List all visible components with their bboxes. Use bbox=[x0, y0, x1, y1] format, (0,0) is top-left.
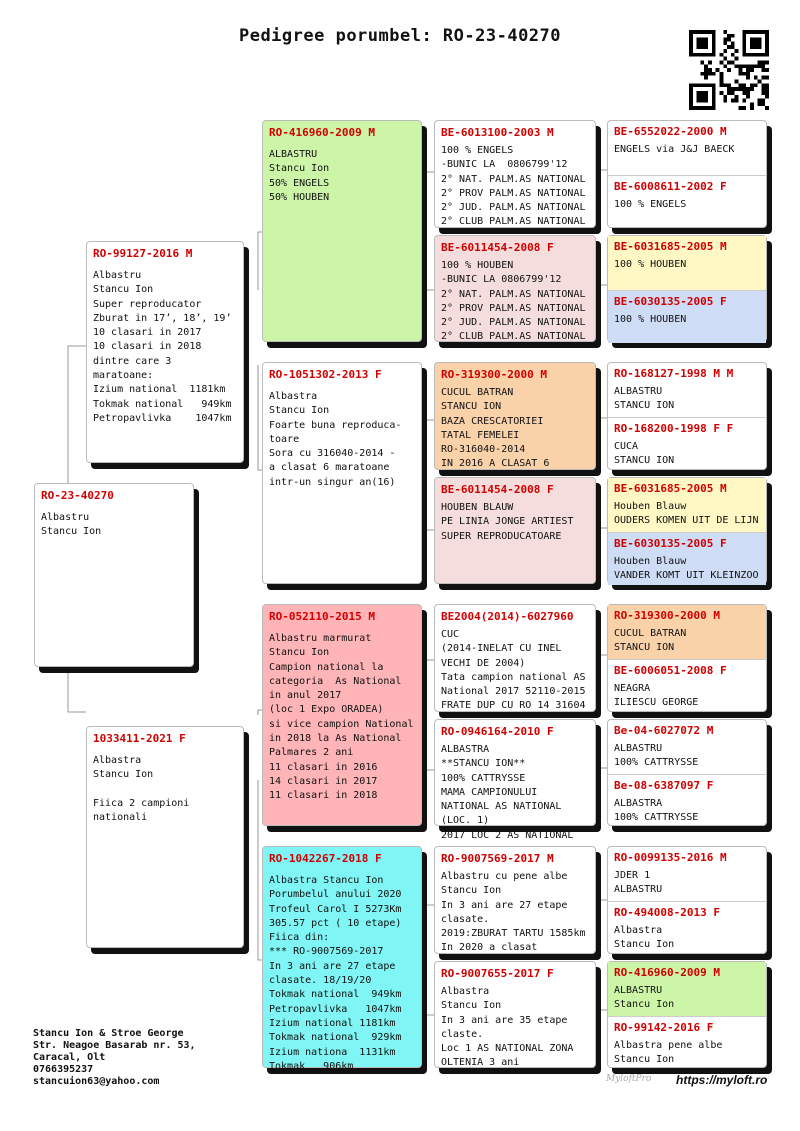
pedigree-card-gen4-6 bbox=[607, 719, 767, 826]
card-description: ALBASTRA **STANCU ION** 100% CATTRYSSE MAMA CAMPIONULUI NATIONAL AS NATIONAL (LOC. 1) 2017 LOC 2 AS NATIONAL bbox=[441, 744, 574, 841]
pedigree-card-mother bbox=[86, 726, 244, 948]
ring-number: RO-319300-2000 M bbox=[441, 368, 547, 381]
card-description: 100 % ENGELS -BUNIC LA 0806799'12 2° NAT. PALM.AS NATIONAL 2° PROV PALM.AS NATIONAL 2° JUD. PALM.AS NATIONAL 2° CLUB PALM.AS NATIONAL bbox=[441, 145, 586, 228]
pedigree-card-mother-mother bbox=[262, 846, 422, 1072]
card-description: 100 % HOUBEN bbox=[614, 314, 687, 325]
pedigree-card-mf-mother bbox=[434, 719, 596, 841]
ring-number: RO-9007569-2017 M bbox=[441, 852, 554, 865]
card-description: 100 % HOUBEN bbox=[614, 259, 687, 270]
pedigree-card-pigeon bbox=[34, 483, 194, 667]
pedigree-card-gen4-4 bbox=[607, 477, 767, 584]
pedigree-card-gen4-5 bbox=[607, 604, 767, 712]
card-description: Albastru Stancu Ion Super reproducator Zburat in 17’, 18’, 19’ 10 clasari in 2017 10 clasari in 2018 dintre care 3 maratoane: Izium national 1181km Tokmak national 949km Petropavlivka 1047km bbox=[93, 270, 232, 424]
ring-number: RO-99142-2016 F bbox=[614, 1021, 714, 1034]
ring-number: BE-6031685-2005 M bbox=[614, 240, 727, 253]
card-description: Houben Blauw OUDERS KOMEN UIT DE LIJN bbox=[614, 501, 759, 527]
card-description: 100 % ENGELS bbox=[614, 199, 687, 210]
ring-number: BE-6552022-2000 M bbox=[614, 125, 727, 138]
pedigree-card-gen4-3 bbox=[607, 362, 767, 470]
ring-number: RO-9007655-2017 F bbox=[441, 967, 554, 980]
card-description: Albastru cu pene albe Stancu Ion In 3 ani are 27 etape clasate. 2019:ZBURAT TARTU 1585km In 2020 a clasat bbox=[441, 871, 586, 954]
card-description: Albastra Stancu Ion Porumbelul anului 2020 Trofeul Carol I 5273Km 305.57 pct ( 10 etape) Fiica din: *** RO-9007569-2017 In 3 ani are 27 etape clasate. 18/19/20 Tokmak national 949km Petropavlivka 1047km Izium national 1181km Tokmak national 929km Izium nationa 1131km Tokmak 906km bbox=[269, 875, 402, 1072]
ancestor-cell bbox=[608, 290, 766, 343]
pedigree-card-ff-father bbox=[434, 120, 596, 228]
ancestor-cell bbox=[608, 478, 766, 532]
pedigree-card-father-father bbox=[262, 120, 422, 342]
ring-number: RO-052110-2015 M bbox=[269, 610, 375, 623]
ancestor-cell bbox=[608, 532, 766, 585]
card-description: ENGELS via J&J BAECK bbox=[614, 144, 735, 155]
ring-number: BE-6011454-2008 F bbox=[441, 241, 554, 254]
pedigree-card-mother-father bbox=[262, 604, 422, 826]
pedigree-card-gen4-7 bbox=[607, 846, 767, 954]
ancestor-cell bbox=[608, 659, 766, 713]
card-description: CUCUL BATRAN STANCU ION bbox=[614, 628, 687, 654]
card-description: ALBASTRU Stancu Ion 50% ENGELS 50% HOUBEN bbox=[269, 149, 330, 203]
pedigree-card-gen4-2 bbox=[607, 235, 767, 342]
ring-number: RO-168127-1998 M M bbox=[614, 367, 734, 380]
card-description: Albastra Stancu Ion Fiica 2 campioni nationali bbox=[93, 755, 190, 824]
pedigree-card-mm-mother bbox=[434, 961, 596, 1068]
pedigree-card-father-mother bbox=[262, 362, 422, 584]
pedigree-card-father bbox=[86, 241, 244, 463]
card-description: ALBASTRU 100% CATTRYSSE bbox=[614, 743, 699, 769]
pedigree-card-gen4-8 bbox=[607, 961, 767, 1068]
card-description: Albastra Stancu Ion Foarte buna reproduca- toare Sora cu 316040-2014 - a clasat 6 maratoane intr-un singur an(16) bbox=[269, 391, 402, 488]
ring-number: RO-99127-2016 M bbox=[93, 247, 193, 260]
card-description: Albastra Stancu Ion In 3 ani are 35 etape claste. Loc 1 AS NATIONAL ZONA OLTENIA 3 ani bbox=[441, 986, 574, 1069]
card-description: CUCUL BATRAN STANCU ION BAZA CRESCATORIEI TATAL FEMELEI RO-316040-2014 IN 2016 A CLASAT 6 bbox=[441, 387, 550, 470]
ring-number: RO-0946164-2010 F bbox=[441, 725, 554, 738]
ring-number: RO-416960-2009 M bbox=[269, 126, 375, 139]
ancestor-cell bbox=[608, 417, 766, 471]
card-description: 100 % HOUBEN -BUNIC LA 0806799'12 2° NAT. PALM.AS NATIONAL 2° PROV PALM.AS NATIONAL 2° JUD. PALM.AS NATIONAL 2° CLUB PALM.AS NATIONAL bbox=[441, 260, 586, 343]
ancestor-cell bbox=[608, 175, 766, 229]
ancestor-cell bbox=[608, 901, 766, 955]
ring-number: BE-6011454-2008 F bbox=[441, 483, 554, 496]
ancestor-cell bbox=[608, 774, 766, 827]
card-description: CUC (2014-INELAT CU INEL VECHI DE 2004) Tata campion national AS National 2017 52110-2015 FRATE DUP CU RO 14 31604 bbox=[441, 629, 586, 712]
ring-number: RO-416960-2009 M bbox=[614, 966, 720, 979]
ancestor-cell bbox=[608, 1016, 766, 1069]
card-description: ALBASTRU STANCU ION bbox=[614, 386, 675, 412]
ancestor-cell bbox=[608, 605, 766, 659]
page-title: Pedigree porumbel: RO-23-40270 bbox=[238, 26, 562, 46]
ancestor-cell bbox=[608, 121, 766, 175]
card-description: Houben Blauw VANDER KOMT UIT KLEINZOO bbox=[614, 556, 759, 582]
ring-number: RO-494008-2013 F bbox=[614, 906, 720, 919]
pedigree-card-gen4-1 bbox=[607, 120, 767, 228]
ring-number: 1033411-2021 F bbox=[93, 732, 186, 745]
ancestor-cell bbox=[608, 720, 766, 774]
ring-number: RO-1042267-2018 F bbox=[269, 852, 382, 865]
ring-number: BE-6030135-2005 F bbox=[614, 537, 727, 550]
ring-number: Be-08-6387097 F bbox=[614, 779, 714, 792]
ring-number: RO-168200-1998 F F bbox=[614, 422, 734, 435]
pedigree-card-ff-mother bbox=[434, 235, 596, 342]
ring-number: RO-0099135-2016 M bbox=[614, 851, 727, 864]
card-description: Albastru marmurat Stancu Ion Campion national la categoria As National in anul 2017 (loc 1 Expo ORADEA) si vice campion National in 2018 la As National Palmares 2 ani 11 clasari in 2016 14 clasari in 2017 11 clasari in 2018 bbox=[269, 633, 414, 802]
ancestor-cell bbox=[608, 363, 766, 417]
card-description: Albastra pene albe Stancu Ion bbox=[614, 1040, 723, 1066]
pedigree-card-mf-father bbox=[434, 604, 596, 712]
ring-number: BE-6008611-2002 F bbox=[614, 180, 727, 193]
card-description: CUCA STANCU ION bbox=[614, 441, 675, 467]
card-description: JDER 1 ALBASTRU bbox=[614, 870, 663, 896]
ring-number: RO-1051302-2013 F bbox=[269, 368, 382, 381]
card-description: ALBASTRA 100% CATTRYSSE bbox=[614, 798, 699, 824]
pedigree-card-fm-father bbox=[434, 362, 596, 470]
card-description: HOUBEN BLAUW PE LINIA JONGE ARTIEST SUPER REPRODUCATOARE bbox=[441, 502, 574, 542]
ring-number: Be-04-6027072 M bbox=[614, 724, 714, 737]
ring-number: BE-6030135-2005 F bbox=[614, 295, 727, 308]
card-description: Albastru Stancu Ion bbox=[41, 512, 102, 538]
ring-number: RO-319300-2000 M bbox=[614, 609, 720, 622]
card-description: Albastra Stancu Ion bbox=[614, 925, 675, 951]
pedigree-card-mm-father bbox=[434, 846, 596, 954]
ancestor-cell bbox=[608, 962, 766, 1016]
breeder-contact: Stancu Ion & Stroe George Str. Neagoe Basarab nr. 53, Caracal, Olt 0766395237 stancuion63@yahoo.com bbox=[33, 1028, 196, 1087]
ring-number: BE-6013100-2003 M bbox=[441, 126, 554, 139]
pedigree-card-fm-mother bbox=[434, 477, 596, 584]
ring-number: BE-6031685-2005 M bbox=[614, 482, 727, 495]
ancestor-cell bbox=[608, 236, 766, 290]
ring-number: BE2004(2014)-6027960 bbox=[441, 610, 574, 623]
card-description: ALBASTRU Stancu Ion bbox=[614, 985, 675, 1011]
website-link[interactable]: https://myloft.ro bbox=[676, 1073, 768, 1087]
ring-number: RO-23-40270 bbox=[41, 489, 114, 502]
ring-number: BE-6006051-2008 F bbox=[614, 664, 727, 677]
ancestor-cell bbox=[608, 847, 766, 901]
brand-logo: MyloftPro bbox=[606, 1074, 652, 1084]
card-description: NEAGRA ILIESCU GEORGE bbox=[614, 683, 699, 709]
